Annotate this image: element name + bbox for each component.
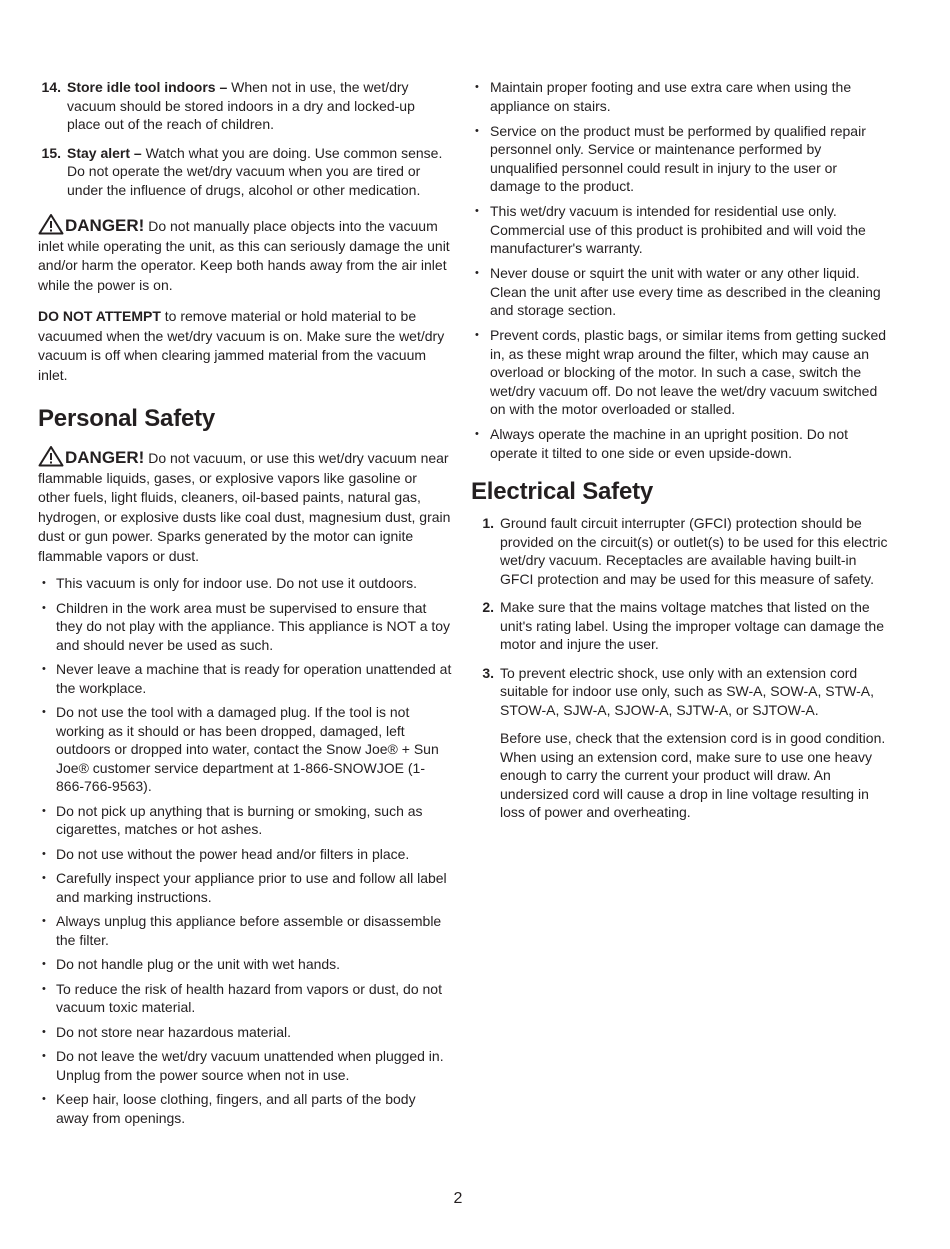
warning-triangle-icon <box>38 445 64 467</box>
attempt-text: to remove material or hold material to be vacuumed when the wet/dry vacuum is on. Make sure the wet/dry vacuum is off when clearing jammed material from the vacuum inlet. <box>38 308 445 383</box>
danger-text: Do not manually place objects into the vacuum inlet while operating the unit, as this can seriously damage the unit and/or harm the operator. Keep both hands away from the air inlet while the power is on. <box>38 218 450 293</box>
list-item: • Keep hair, loose clothing, fingers, and all parts of the body away from openings. <box>38 1090 452 1127</box>
bullet-list-right <box>471 78 889 462</box>
list-item: • Always unplug this appliance before assemble or disassemble the filter. <box>38 912 452 949</box>
item-text: Ground fault circuit interrupter (GFCI) protection should be provided on the circuit(s) or outlet(s) to be used for this electric wet/dry vacuum. Receptacles are available having built-in GFCI protection and may be used for this measure of safety. <box>500 515 888 587</box>
list-item: • Do not leave the wet/dry vacuum unattended when plugged in. Unplug from the power source when not in use. <box>38 1047 452 1084</box>
list-item <box>471 664 889 822</box>
list-item <box>38 144 452 200</box>
list-item: • Maintain proper footing and use extra care when using the appliance on stairs. <box>471 78 889 115</box>
right-column <box>471 78 889 832</box>
item-number: 1. <box>482 515 494 531</box>
numbered-list-right <box>471 514 889 822</box>
list-item: • Do not use the tool with a damaged plug. If the tool is not working as it should or has been dropped, damaged, left outdoors or dropped into water, contact the Snow Joe® + Sun Joe® customer service department at 1-866-SNOWJOE (1-866-766-9563). <box>38 703 452 796</box>
list-item: • This vacuum is only for indoor use. Do not use it outdoors. <box>38 574 452 593</box>
item-number: 2. <box>482 599 494 615</box>
list-item: • Always operate the machine in an upright position. Do not operate it tilted to one side or even upside-down. <box>471 425 889 462</box>
bullet-icon: • <box>42 1093 46 1105</box>
bullet-icon: • <box>42 1050 46 1062</box>
list-item: • Do not use without the power head and/or filters in place. <box>38 845 452 864</box>
item-number: 3. <box>482 664 494 681</box>
numbered-list-left <box>38 78 452 199</box>
danger-label: DANGER! <box>65 448 145 467</box>
list-item: • Children in the work area must be supervised to ensure that they do not play with the appliance. This appliance is NOT a toy and should never be used as such. <box>38 599 452 655</box>
bullet-icon: • <box>42 872 46 884</box>
item-number: 15. <box>41 144 61 161</box>
list-item: • Never leave a machine that is ready for operation unattended at the workplace. <box>38 660 452 697</box>
personal-safety-heading: Personal Safety <box>38 405 216 432</box>
list-item <box>38 78 452 134</box>
bullet-icon: • <box>42 1025 46 1038</box>
bullet-list-left <box>38 574 452 1127</box>
warning-triangle-icon <box>38 213 64 235</box>
bullet-icon: • <box>475 81 479 93</box>
bullet-icon: • <box>42 915 46 927</box>
bullet-icon: • <box>42 577 46 589</box>
bullet-icon: • <box>42 706 46 718</box>
item-number: 14. <box>41 79 61 95</box>
page-number: 2 <box>453 1190 463 1207</box>
list-item: • Do not handle plug or the unit with wet hands. <box>38 955 452 974</box>
bullet-icon: • <box>475 428 479 440</box>
bullet-icon: • <box>42 804 46 817</box>
list-item <box>471 514 889 588</box>
item-lead: Stay alert – <box>67 144 142 161</box>
electrical-safety-heading: Electrical Safety <box>471 478 654 505</box>
item-text: Make sure that the mains voltage matches that listed on the unit's rating label. Using the improper voltage can damage the motor and injure the user. <box>500 599 885 652</box>
bullet-icon: • <box>475 205 479 217</box>
bullet-icon: • <box>42 601 46 614</box>
list-item: • Do not pick up anything that is burning or smoking, such as cigarettes, matches or hot ashes. <box>38 802 452 839</box>
item-text: When not in use, the wet/dry vacuum should be stored indoors in a dry and locked-up place out of the reach of children. <box>67 79 415 132</box>
bullet-icon: • <box>475 267 479 279</box>
bullet-icon: • <box>42 982 46 995</box>
bullet-icon: • <box>475 124 479 137</box>
item-text: Watch what you are doing. Use common sense. Do not operate the wet/dry vacuum when you are tired or under the influence of drugs, alcohol or other medication. <box>67 144 443 198</box>
list-item <box>471 598 889 654</box>
bullet-icon: • <box>42 847 46 860</box>
item-sub-paragraph: Before use, check that the extension cord is in good condition. When using an extension cord, make sure to use one heavy enough to carry the current your product will draw. An undersized cord will cause a drop in line voltage resulting in loss of power and overheating. <box>500 730 886 820</box>
item-lead: Store idle tool indoors – <box>67 79 228 95</box>
list-item: • This wet/dry vacuum is intended for residential use only. Commercial use of this product is prohibited and will void the manufacturer's warranty. <box>471 202 889 258</box>
list-item: • To reduce the risk of health hazard from vapors or dust, do not vacuum toxic material. <box>38 980 452 1017</box>
list-item: • Service on the product must be performed by qualified repair personnel only. Service or maintenance performed by unqualified personnel could result in injury to the user or damage to the product. <box>471 122 889 196</box>
danger-text: Do not vacuum, or use this wet/dry vacuum near flammable liquids, gases, or explosive vapors like gasoline or other fuels, light fluids, cleaners, oil-based paints, natural gas, hydrogen, or explosive dusts like coal dust, magnesium dust, grain dust or gun power. Sparks generated by the motor can ignite flammable vapors or dust. <box>38 450 451 564</box>
list-item: • Prevent cords, plastic bags, or similar items from getting sucked in, as these might wrap around the filter, which may cause an overload or blocking of the motor. In such a case, switch the wet/dry vacuum off. Do not leave the wet/dry vacuum switched on with the motor overloaded or stalled. <box>471 326 889 419</box>
list-item: • Do not store near hazardous material. <box>38 1023 452 1042</box>
bullet-icon: • <box>475 329 479 341</box>
danger-paragraph <box>38 213 452 295</box>
attempt-lead: DO NOT ATTEMPT <box>38 308 161 324</box>
item-text: To prevent electric shock, use only with an extension cord suitable for indoor use only, such as SW-A, SOW-A, STW-A, STOW-A, SJW-A, SJOW-A, SJTW-A, or SJTOW-A. <box>500 664 874 718</box>
list-item: • Carefully inspect your appliance prior to use and follow all label and marking instructions. <box>38 869 452 906</box>
bullet-icon: • <box>42 663 46 675</box>
bullet-icon: • <box>42 958 46 970</box>
left-column <box>38 78 452 1133</box>
attempt-paragraph <box>38 307 452 385</box>
danger-paragraph <box>38 445 452 566</box>
list-item: • Never douse or squirt the unit with water or any other liquid. Clean the unit after use every time as described in the cleaning and storage section. <box>471 264 889 320</box>
danger-label: DANGER! <box>65 216 145 235</box>
